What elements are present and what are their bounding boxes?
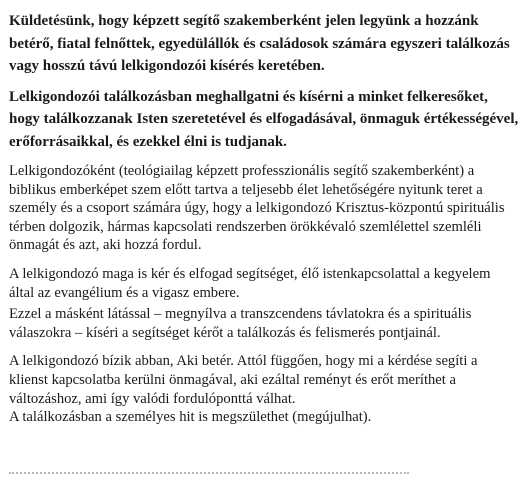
counselor-approach-paragraph: Lelkigondozóként (teológiailag képzett professzionális segítő szakemberként) a biblikus emberképet szem előtt tartva a teljesebb élet lehetőségére nyitunk teret a személy és a csoport számára úgy, hogy a lelkigondozó Krisztus-központú spirituális térben dolgozik, hármas kapcsolati rendszerben örökkévaló szemlélettel szemléli önmagát és azt, aki hozzá fordul. <box>9 163 505 254</box>
transcendent-perspective-paragraph: Ezzel a másként látással – megnyílva a transzcendens távlatokra és a spirituális válaszokra – kíséri a segítséget kérőt a találkozás és felismerés pontjainál. <box>9 306 472 341</box>
counseling-goal-statement: Lelkigondozói találkozásban meghallgatni és kísérni a minket felkeresőket, hogy találkozzanak Isten szeretetével és elfogadásával, önmaguk értékességével, erőforrásaikkal, és ezekkel élni is tudjanak. <box>9 88 519 150</box>
dotted-divider <box>9 472 409 474</box>
mission-statement: Küldetésünk, hogy képzett segítő szakemberként jelen legyünk a hozzánk betérő, fiatal felnőttek, egyedülállók és családosok számára egyszeri találkozás vagy hosszú távú lelkigondozói kísérés keretében. <box>9 13 510 74</box>
trust-paragraph: A lelkigondozó bízik abban, Aki betér. Attól függően, hogy mi a kérdése segíti a klienst kapcsolatba kerülni önmagával, aki ezáltal reményt és erőt meríthet a változáshoz, ami így valódi fordulóponttá válhat. <box>9 353 478 407</box>
counselor-support-paragraph: A lelkigondozó maga is kér és elfogad segítséget, élő istenkapcsolattal a kegyelem által az evangélium és a vigasz embere. <box>9 265 491 301</box>
faith-renewal-line: A találkozásban a személyes hit is megszülethet (megújulhat). <box>9 409 372 426</box>
main-content <box>9 10 519 427</box>
